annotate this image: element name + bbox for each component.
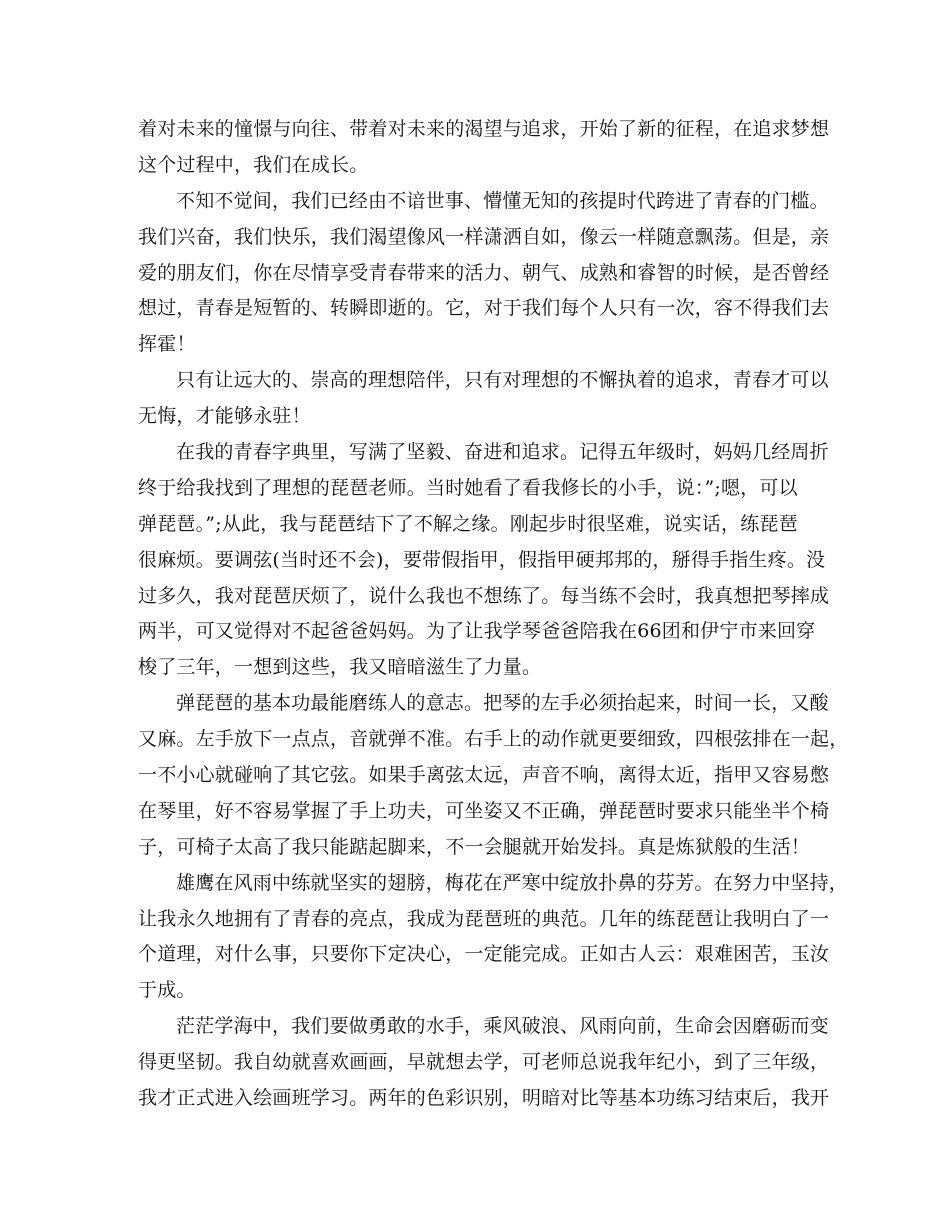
text-line: 想过，青春是短暂的、转瞬即逝的。它，对于我们每个人只有一次，容不得我们去	[138, 297, 830, 320]
text-line: 于成。	[138, 979, 196, 1002]
text-line: 我们兴奋，我们快乐，我们渴望像风一样潇洒自如，像云一样随意飘荡。但是，亲	[138, 225, 830, 248]
text-line: 让我永久地拥有了青春的亮点，我成为琵琶班的典范。几年的练琵琶让我明白了一	[138, 907, 830, 930]
text-line: 终于给我找到了理想的琵琶老师。当时她看了看我修长的小手，说：”;嗯，可以	[138, 476, 798, 499]
text-line: 着对未来的憧憬与向往、带着对未来的渴望与追求，开始了新的征程，在追求梦想	[138, 118, 830, 140]
text-line: 梭了三年，一想到这些，我又暗暗滋生了力量。	[138, 656, 542, 679]
text-line: 得更坚韧。我自幼就喜欢画画，早就想去学，可老师总说我年纪小，到了三年级，	[138, 1051, 830, 1074]
document-body-text	[138, 112, 849, 1117]
text-line: 挥霍！	[138, 333, 196, 356]
text-line: 又麻。左手放下一点点，音就弹不准。右手上的动作就更要细致，四根弦排在一起，	[138, 728, 849, 751]
text-line: 个道理，对什么事，只要你下定决心，一定能完成。正如古人云：艰难困苦，玉汝	[138, 943, 830, 966]
text-line: 在琴里，好不容易掌握了手上功夫，可坐姿又不正确，弹琵琶时要求只能坐半个椅	[138, 799, 830, 822]
text-line: 在我的青春字典里，写满了坚毅、奋进和追求。记得五年级时，妈妈几经周折	[176, 441, 829, 464]
text-line: 茫茫学海中，我们要做勇敢的水手，乘风破浪、风雨向前，生命会因磨砺而变	[176, 1015, 829, 1038]
text-line: 我才正式进入绘画班学习。两年的色彩识别，明暗对比等基本功练习结束后，我开	[138, 1087, 830, 1110]
text-line: 雄鹰在风雨中练就坚实的翅膀，梅花在严寒中绽放扑鼻的芬芳。在努力中坚持，	[176, 871, 849, 894]
text-line: 过多久，我对琵琶厌烦了，说什么我也不想练了。每当练不会时，我真想把琴摔成	[138, 584, 830, 607]
text-line: 无悔，才能够永驻！	[138, 405, 311, 428]
text-line: 很麻烦。要调弦(当时还不会)，要带假指甲，假指甲硬邦邦的，掰得手指生疼。没	[138, 548, 826, 571]
text-line: 弹琵琶的基本功最能磨练人的意志。把琴的左手必须抬起来，时间一长，又酸	[176, 692, 829, 715]
text-line: 只有让远大的、崇高的理想陪伴，只有对理想的不懈执着的追求，青春才可以	[176, 369, 829, 392]
text-line: 子，可椅子太高了我只能踮起脚来，不一会腿就开始发抖。真是炼狱般的生活！	[138, 835, 811, 858]
text-line: 这个过程中，我们在成长。	[138, 153, 369, 176]
text-line: 两半，可又觉得对不起爸爸妈妈。为了让我学琴爸爸陪我在66团和伊宁市来回穿	[138, 620, 816, 643]
text-line: 不知不觉间，我们已经由不谙世事、懵懂无知的孩提时代跨进了青春的门槛。	[176, 189, 829, 212]
text-line: 爱的朋友们，你在尽情享受青春带来的活力、朝气、成熟和睿智的时候，是否曾经	[138, 261, 830, 284]
text-line: 弹琵琶。”;从此，我与琵琶结下了不解之缘。刚起步时很坚难，说实话，练琵琶	[138, 512, 798, 535]
text-line: 一不小心就碰响了其它弦。如果手离弦太远，声音不响，离得太近，指甲又容易憋	[138, 764, 830, 787]
